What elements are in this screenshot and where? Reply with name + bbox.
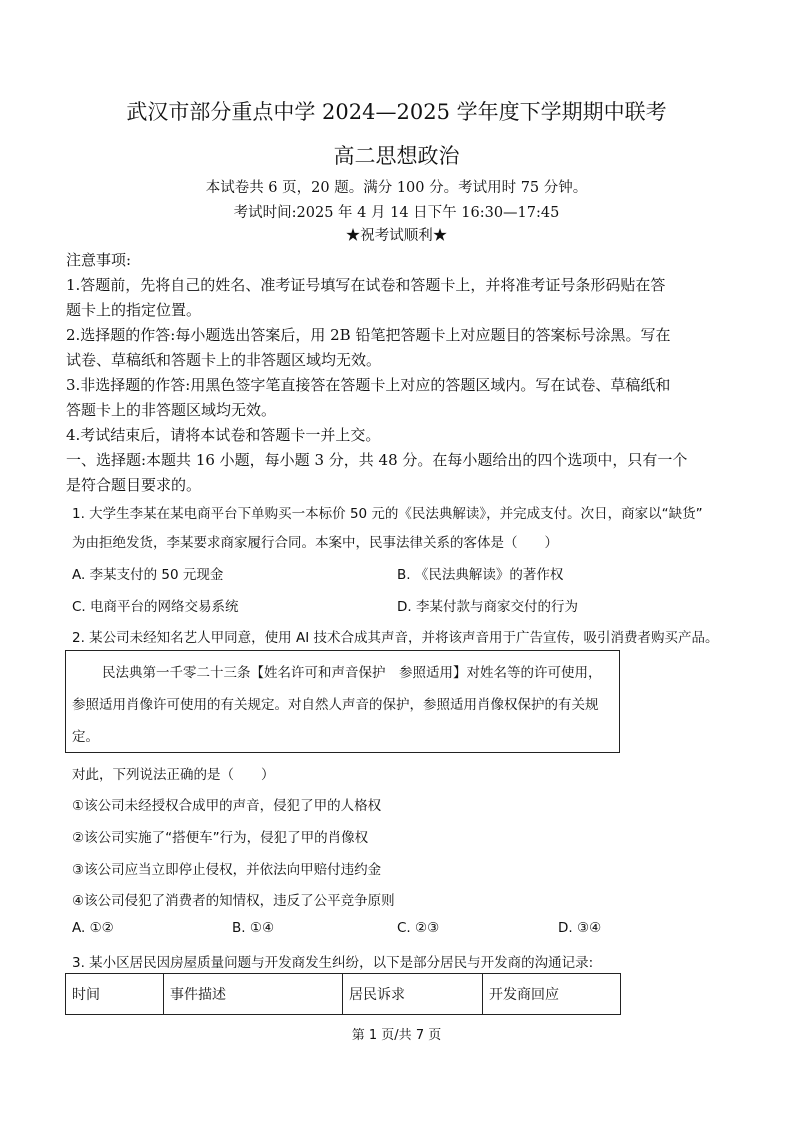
q2-option-c: C. ②③ bbox=[397, 920, 440, 936]
notes-heading: 注意事项: bbox=[66, 251, 132, 269]
law-quote-line: 民法典第一千零二十三条【姓名许可和声音保护 参照适用】对姓名等的许可使用， bbox=[102, 665, 602, 681]
q2-option-d: D. ③④ bbox=[558, 920, 602, 936]
table-header-cell: 开发商回应 bbox=[483, 974, 621, 1015]
q1-option-c: C. 电商平台的网络交易系统 bbox=[72, 599, 239, 615]
q1-stem: 1. 大学生李某在某电商平台下单购买一本标价 50 元的《民法典解读》，并完成支付。次日，商家以“缺货” bbox=[72, 506, 703, 522]
section-heading: 一、选择题:本题共 16 小题，每小题 3 分，共 48 分。在每小题给出的四个选项中，只有一个 bbox=[66, 451, 688, 469]
q3-stem: 3. 某小区居民因房屋质量问题与开发商发生纠纷，以下是部分居民与开发商的沟通记录: bbox=[72, 955, 594, 971]
table-header-cell: 居民诉求 bbox=[343, 974, 483, 1015]
q1-option-a: A. 李某支付的 50 元现金 bbox=[72, 567, 224, 583]
notes-line: 1.答题前，先将自己的姓名、准考证号填写在试卷和答题卡上，并将准考证号条形码贴在答 bbox=[66, 276, 666, 294]
notes-line: 3.非选择题的作答:用黑色签字笔直接答在答题卡上对应的答题区域内。写在试卷、草稿纸和 bbox=[66, 376, 671, 394]
q2-stem: 2. 某公司未经知名艺人甲同意，使用 AI 技术合成其声音，并将该声音用于广告宣传，吸引消费者购买产品。 bbox=[72, 630, 719, 646]
page-footer: 第 1 页/共 7 页 bbox=[351, 1028, 442, 1043]
exam-subtitle: 高二思想政治 bbox=[333, 144, 460, 168]
exam-wish: ★祝考试顺利★ bbox=[345, 228, 448, 244]
law-quote-line: 定。 bbox=[72, 729, 99, 745]
table-header-cell: 事件描述 bbox=[164, 974, 343, 1015]
q2-ask: 对此，下列说法正确的是（ ） bbox=[72, 767, 275, 783]
q1-option-d: D. 李某付款与商家交付的行为 bbox=[397, 599, 578, 615]
notes-line: 答题卡上的非答题区域均无效。 bbox=[66, 401, 277, 419]
q2-item: ②该公司实施了“搭便车”行为，侵犯了甲的肖像权 bbox=[72, 830, 369, 846]
notes-line: 4.考试结束后，请将本试卷和答题卡一并上交。 bbox=[66, 426, 381, 444]
law-quote-line: 参照适用肖像许可使用的有关规定。对自然人声音的保护，参照适用肖像权保护的有关规 bbox=[72, 697, 599, 713]
q1-stem-cont: 为由拒绝发货，李某要求商家履行合同。本案中，民事法律关系的客体是（ ） bbox=[72, 535, 558, 551]
q2-item: ③该公司应当立即停止侵权，并依法向甲赔付违约金 bbox=[72, 862, 382, 878]
q2-item: ④该公司侵犯了消费者的知情权，违反了公平竞争原则 bbox=[72, 893, 395, 909]
notes-line: 试卷、草稿纸和答题卡上的非答题区域均无效。 bbox=[66, 351, 382, 369]
table-header-row bbox=[66, 974, 621, 1015]
exam-info-time: 考试时间:2025 年 4 月 14 日下午 16:30—17:45 bbox=[233, 205, 560, 221]
notes-line: 2.选择题的作答:每小题选出答案后，用 2B 铅笔把答题卡上对应题目的答案标号涂黑。写在 bbox=[66, 326, 671, 344]
notes-line: 题卡上的指定位置。 bbox=[66, 301, 202, 319]
table-header-cell: 时间 bbox=[66, 974, 164, 1015]
q1-option-b: B. 《民法典解读》的著作权 bbox=[397, 567, 564, 583]
exam-info-pages: 本试卷共 6 页，20 题。满分 100 分。考试用时 75 分钟。 bbox=[205, 180, 588, 196]
q2-option-b: B. ①④ bbox=[232, 920, 275, 936]
q2-option-a: A. ①② bbox=[72, 920, 114, 936]
exam-title: 武汉市部分重点中学 2024—2025 学年度下学期期中联考 bbox=[126, 100, 667, 124]
law-quote-box bbox=[65, 650, 620, 753]
section-heading-cont: 是符合题目要求的。 bbox=[66, 476, 202, 494]
communication-table bbox=[65, 973, 621, 1015]
q2-item: ①该公司未经授权合成甲的声音，侵犯了甲的人格权 bbox=[72, 798, 382, 814]
